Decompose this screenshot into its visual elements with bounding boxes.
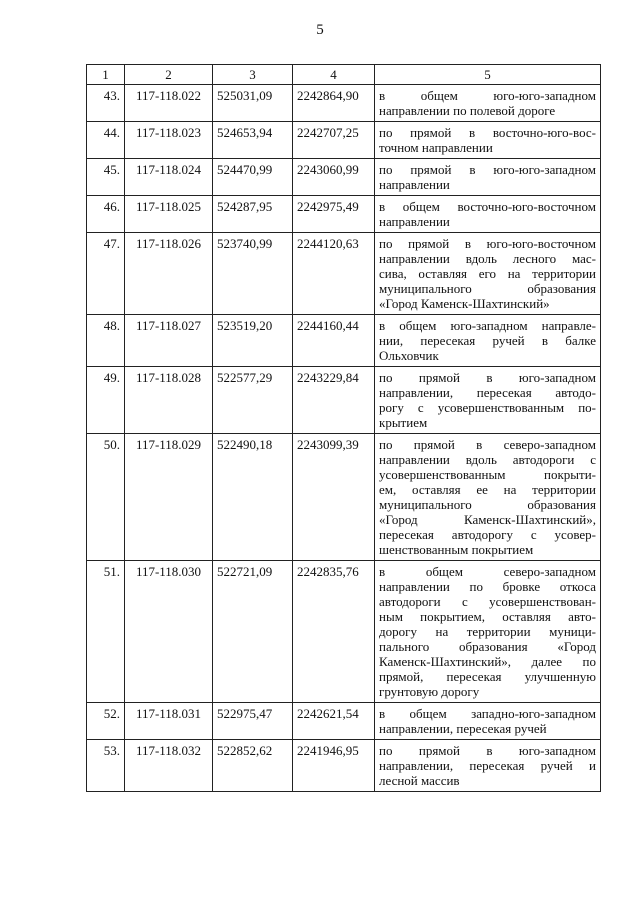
boundary-description-cell <box>375 703 601 740</box>
row-number-cell: 53. <box>87 740 125 792</box>
table-row <box>87 740 601 792</box>
page-number: 5 <box>316 22 324 38</box>
boundary-description-cell <box>375 561 601 703</box>
description-line: по прямой в юго-западном <box>379 743 596 758</box>
point-code-cell: 117-118.027 <box>125 315 213 367</box>
description-line: направлении вдоль лесного мас- <box>379 251 596 266</box>
y-coordinate-cell: 2243099,39 <box>293 434 375 561</box>
y-coordinate-cell: 2244160,44 <box>293 315 375 367</box>
boundary-description-cell <box>375 434 601 561</box>
x-coordinate-cell: 522721,09 <box>213 561 293 703</box>
boundary-description-cell <box>375 233 601 315</box>
description-line: пального образования «Город <box>379 639 596 654</box>
table-row <box>87 561 601 703</box>
description-line: направлении по полевой дороге <box>379 103 556 118</box>
description-line: лесной массив <box>379 773 460 788</box>
description-line: ным покрытием, оставляя авто- <box>379 609 596 624</box>
description-line: в общем западно-юго-западном <box>379 706 596 721</box>
x-coordinate-cell: 524470,99 <box>213 159 293 196</box>
x-coordinate-cell: 524653,94 <box>213 122 293 159</box>
y-coordinate-cell: 2242975,49 <box>293 196 375 233</box>
description-line: точном направлении <box>379 140 493 155</box>
description-line: ем, оставляя ее на территории <box>379 482 596 497</box>
boundary-points-table <box>86 64 601 792</box>
description-line: направлении, пересекая автодо- <box>379 385 596 400</box>
description-line: направлении по бровке откоса <box>379 579 596 594</box>
row-number-cell: 43. <box>87 85 125 122</box>
point-code-cell: 117-118.032 <box>125 740 213 792</box>
y-coordinate-cell: 2244120,63 <box>293 233 375 315</box>
y-coordinate-cell: 2243060,99 <box>293 159 375 196</box>
y-coordinate-cell: 2242835,76 <box>293 561 375 703</box>
row-number-cell: 47. <box>87 233 125 315</box>
description-line: направлении <box>379 177 450 192</box>
description-line: по прямой в восточно-юго-вос- <box>379 125 596 140</box>
point-code-cell: 117-118.028 <box>125 367 213 434</box>
description-line: муниципального образования <box>379 281 596 296</box>
table-row <box>87 703 601 740</box>
table-row <box>87 122 601 159</box>
point-code-cell: 117-118.024 <box>125 159 213 196</box>
table-row <box>87 159 601 196</box>
description-line: «Город Каменск-Шахтинский», <box>379 512 596 527</box>
description-line: прямой, пересекая улучшенную <box>379 669 596 684</box>
point-code-cell: 117-118.030 <box>125 561 213 703</box>
description-line: по прямой в юго-юго-западном <box>379 162 596 177</box>
row-number-cell: 44. <box>87 122 125 159</box>
description-line: в общем юго-юго-западном <box>379 88 596 103</box>
description-line: по прямой в юго-юго-восточном <box>379 236 596 251</box>
description-line: крытием <box>379 415 428 430</box>
table-row <box>87 315 601 367</box>
description-line: Каменск-Шахтинский», далее по <box>379 654 596 669</box>
table-row <box>87 85 601 122</box>
column-header-3: 3 <box>213 65 293 85</box>
description-line: грунтовую дорогу <box>379 684 480 699</box>
description-line: по прямой в северо-западном <box>379 437 596 452</box>
description-line: в общем северо-западном <box>379 564 596 579</box>
boundary-description-cell <box>375 122 601 159</box>
description-line: шенствованным покрытием <box>379 542 534 557</box>
description-line: «Город Каменск-Шахтинский» <box>379 296 550 311</box>
y-coordinate-cell: 2242707,25 <box>293 122 375 159</box>
column-header-2: 2 <box>125 65 213 85</box>
description-line: направлении, пересекая ручей <box>379 721 547 736</box>
x-coordinate-cell: 522975,47 <box>213 703 293 740</box>
description-line: рогу с усовершенствованным по- <box>379 400 596 415</box>
y-coordinate-cell: 2242621,54 <box>293 703 375 740</box>
point-code-cell: 117-118.023 <box>125 122 213 159</box>
x-coordinate-cell: 522490,18 <box>213 434 293 561</box>
boundary-description-cell <box>375 367 601 434</box>
x-coordinate-cell: 524287,95 <box>213 196 293 233</box>
table-row <box>87 367 601 434</box>
y-coordinate-cell: 2241946,95 <box>293 740 375 792</box>
description-line: направлении вдоль автодороги с <box>379 452 596 467</box>
row-number-cell: 49. <box>87 367 125 434</box>
column-header-1: 1 <box>87 65 125 85</box>
description-line: в общем восточно-юго-восточном <box>379 199 596 214</box>
x-coordinate-cell: 525031,09 <box>213 85 293 122</box>
row-number-cell: 45. <box>87 159 125 196</box>
table-row <box>87 233 601 315</box>
x-coordinate-cell: 523519,20 <box>213 315 293 367</box>
row-number-cell: 51. <box>87 561 125 703</box>
description-line: муниципального образования <box>379 497 596 512</box>
description-line: усовершенствованным покрыти- <box>379 467 596 482</box>
description-line: пересекая автодорогу с усовер- <box>379 527 596 542</box>
table-header-row <box>87 65 601 85</box>
point-code-cell: 117-118.026 <box>125 233 213 315</box>
column-header-4: 4 <box>293 65 375 85</box>
boundary-description-cell <box>375 159 601 196</box>
y-coordinate-cell: 2242864,90 <box>293 85 375 122</box>
row-number-cell: 48. <box>87 315 125 367</box>
column-header-5: 5 <box>375 65 601 85</box>
x-coordinate-cell: 522577,29 <box>213 367 293 434</box>
table-body <box>87 85 601 792</box>
description-line: нии, пересекая ручей в балке <box>379 333 596 348</box>
x-coordinate-cell: 522852,62 <box>213 740 293 792</box>
description-line: по прямой в юго-западном <box>379 370 596 385</box>
description-line: автодороги с усовершенствован- <box>379 594 596 609</box>
point-code-cell: 117-118.029 <box>125 434 213 561</box>
boundary-description-cell <box>375 740 601 792</box>
table-row <box>87 196 601 233</box>
point-code-cell: 117-118.025 <box>125 196 213 233</box>
description-line: направлении, пересекая ручей и <box>379 758 596 773</box>
point-code-cell: 117-118.022 <box>125 85 213 122</box>
description-line: сива, оставляя его на территории <box>379 266 596 281</box>
boundary-description-cell <box>375 196 601 233</box>
boundary-description-cell <box>375 315 601 367</box>
row-number-cell: 52. <box>87 703 125 740</box>
description-line: направлении <box>379 214 450 229</box>
description-line: Ольховчик <box>379 348 439 363</box>
description-line: в общем юго-западном направле- <box>379 318 596 333</box>
x-coordinate-cell: 523740,99 <box>213 233 293 315</box>
boundary-description-cell <box>375 85 601 122</box>
table-row <box>87 434 601 561</box>
point-code-cell: 117-118.031 <box>125 703 213 740</box>
row-number-cell: 46. <box>87 196 125 233</box>
row-number-cell: 50. <box>87 434 125 561</box>
y-coordinate-cell: 2243229,84 <box>293 367 375 434</box>
description-line: дорогу на территории муници- <box>379 624 596 639</box>
